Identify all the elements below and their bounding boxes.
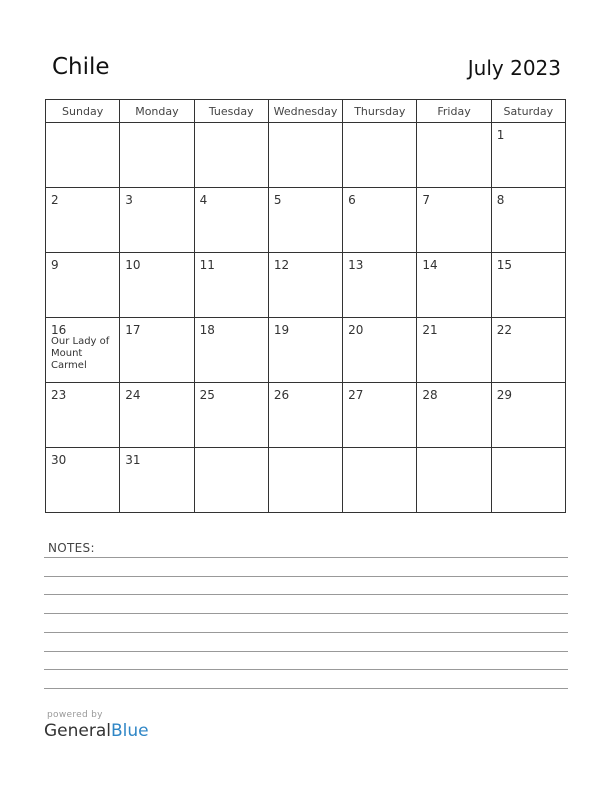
- weekday-friday: Friday: [417, 100, 491, 123]
- day-cell: [417, 188, 491, 253]
- weekday-sunday: Sunday: [46, 100, 120, 123]
- day-cell: [46, 448, 120, 513]
- day-cell: [46, 253, 120, 318]
- day-cell: [268, 318, 342, 383]
- day-number: 4: [199, 193, 208, 207]
- month-title: July 2023: [467, 56, 561, 80]
- day-cell: [194, 383, 268, 448]
- day-cell: [46, 188, 120, 253]
- note-line: [44, 688, 568, 689]
- day-number: 1: [496, 128, 505, 142]
- week-row: [46, 123, 566, 188]
- day-cell: [343, 383, 417, 448]
- day-number: 9: [51, 258, 59, 272]
- note-line: [44, 632, 568, 633]
- day-number: 2: [51, 193, 59, 207]
- day-cell: [417, 318, 491, 383]
- day-number: 20: [348, 323, 364, 337]
- day-number: 27: [348, 388, 364, 402]
- day-number: 3: [125, 193, 133, 207]
- holiday-label: Our Lady of Mount Carmel: [51, 336, 110, 371]
- week-row: [46, 318, 566, 383]
- note-line: [44, 651, 568, 652]
- logo-general: General: [44, 721, 111, 741]
- day-number: 22: [496, 323, 512, 337]
- day-number: 16: [51, 323, 67, 337]
- day-cell: [343, 253, 417, 318]
- day-number: 19: [273, 323, 290, 337]
- note-line: [44, 594, 568, 595]
- note-line: [44, 576, 568, 577]
- day-number: 15: [496, 258, 512, 272]
- country-title: Chile: [52, 54, 110, 80]
- day-number: 12: [273, 258, 290, 272]
- day-cell: [343, 188, 417, 253]
- day-cell: [417, 123, 491, 188]
- day-number: 30: [51, 453, 67, 467]
- weekday-saturday: Saturday: [491, 100, 565, 123]
- day-number: 14: [422, 258, 438, 272]
- day-cell: [268, 188, 342, 253]
- day-cell: [343, 448, 417, 513]
- note-line: [44, 613, 568, 614]
- notes-label: NOTES:: [48, 541, 95, 555]
- week-row: [46, 188, 566, 253]
- generalblue-logo[interactable]: [44, 721, 149, 741]
- weekday-header-row: [46, 100, 566, 123]
- day-number: 25: [199, 388, 215, 402]
- day-number: 5: [273, 193, 282, 207]
- calendar-grid: [45, 99, 566, 513]
- week-row: [46, 253, 566, 318]
- day-number: 8: [496, 193, 505, 207]
- day-cell: [268, 383, 342, 448]
- day-cell: [417, 253, 491, 318]
- day-cell: [46, 383, 120, 448]
- weekday-wednesday: Wednesday: [268, 100, 342, 123]
- day-cell: [194, 188, 268, 253]
- day-cell: [120, 383, 194, 448]
- day-cell: [268, 448, 342, 513]
- weekday-tuesday: Tuesday: [194, 100, 268, 123]
- day-number: 11: [199, 258, 215, 272]
- day-cell: [194, 448, 268, 513]
- day-cell: [491, 188, 565, 253]
- day-cell: [46, 318, 120, 383]
- day-cell: [343, 318, 417, 383]
- weekday-monday: Monday: [120, 100, 194, 123]
- day-number: 13: [348, 258, 364, 272]
- day-number: 23: [51, 388, 67, 402]
- day-cell: [491, 253, 565, 318]
- day-cell: [120, 318, 194, 383]
- logo-blue: Blue: [111, 721, 149, 741]
- day-cell: [194, 253, 268, 318]
- day-cell: [491, 383, 565, 448]
- note-line: [44, 557, 568, 558]
- day-number: 17: [125, 323, 141, 337]
- powered-by-text: powered by: [47, 710, 103, 720]
- day-cell: [120, 448, 194, 513]
- day-cell: [417, 383, 491, 448]
- day-cell: [491, 318, 565, 383]
- day-number: 7: [422, 193, 431, 207]
- note-line: [44, 669, 568, 670]
- day-number: 29: [496, 388, 512, 402]
- day-cell: [491, 123, 565, 188]
- day-cell: [268, 123, 342, 188]
- week-row: [46, 383, 566, 448]
- day-number: 10: [125, 258, 141, 272]
- day-cell: [491, 448, 565, 513]
- day-number: 26: [273, 388, 290, 402]
- day-number: 21: [422, 323, 438, 337]
- day-cell: [46, 123, 120, 188]
- day-number: 28: [422, 388, 438, 402]
- day-cell: [343, 123, 417, 188]
- weekday-thursday: Thursday: [343, 100, 417, 123]
- day-cell: [120, 253, 194, 318]
- week-row: [46, 448, 566, 513]
- day-number: 24: [125, 388, 141, 402]
- day-cell: [120, 188, 194, 253]
- day-number: 6: [348, 193, 356, 207]
- day-cell: [417, 448, 491, 513]
- day-number: 31: [125, 453, 141, 467]
- day-cell: [268, 253, 342, 318]
- day-number: 18: [199, 323, 215, 337]
- day-cell: [194, 123, 268, 188]
- day-cell: [120, 123, 194, 188]
- day-cell: [194, 318, 268, 383]
